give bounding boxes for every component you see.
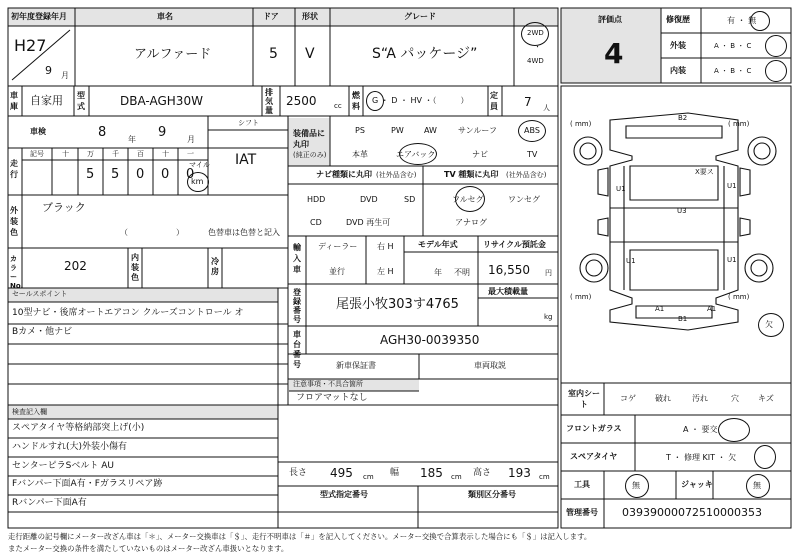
- interior-label: 内装: [670, 66, 686, 75]
- model-year-label: モデル年式: [418, 240, 458, 249]
- inspector-line: スペアタイヤ等格納部突上げ(小): [12, 423, 145, 433]
- equip-navi: ナビ: [472, 150, 488, 159]
- repair-label: 修復歴: [666, 15, 690, 24]
- displacement-label: 排気量: [265, 88, 273, 115]
- shape: V: [305, 46, 315, 62]
- registration-label: 登録番号: [293, 288, 301, 324]
- navi-dvd-play: DVD 再生可: [346, 218, 391, 227]
- class-no-label: 類別区分番号: [468, 490, 516, 499]
- mileage-digit: 5: [111, 167, 120, 182]
- tire-mm-bracket: ( mm): [570, 293, 592, 301]
- damage-mark: 欠: [765, 320, 773, 329]
- windshield-circle: [718, 418, 750, 442]
- fuel-label: 燃料: [352, 91, 360, 111]
- windshield-options: A ・ 要交: [683, 425, 718, 434]
- fuel-options: G ・ D ・ HV ・（ ）: [372, 96, 469, 105]
- spare-missing-circle: [754, 445, 776, 469]
- score-value: 4: [604, 37, 624, 70]
- import-left-h: 左 H: [377, 267, 394, 276]
- drive-dot: ・: [534, 43, 541, 51]
- spare-label: スペアタイヤ: [570, 452, 618, 461]
- door-label: ドア: [263, 12, 279, 21]
- navi-label-sub: (社外品含む): [376, 171, 417, 179]
- navi-sd: SD: [404, 195, 416, 204]
- inspector-label: 検査記入欄: [12, 408, 47, 416]
- tv-label-sub: (社外品含む): [506, 171, 547, 179]
- repair-options: 有 ・ 無: [727, 16, 757, 25]
- footer-note: 走行距離の記号欄にメーター改ざん車は「＊」、メーター交換車は「＄」、走行不明車は「＃」を記入してください。メーター交換で合算表示した場合にも「＄」は記入します。: [8, 532, 592, 541]
- jack-label: ジャッキ: [681, 480, 713, 489]
- width-label: 幅: [390, 468, 400, 478]
- equip-abs: ABS: [524, 126, 540, 135]
- chassis-number: AGH30-0039350: [380, 333, 480, 347]
- recycle-value: 16,550: [488, 263, 530, 277]
- tire-mm-bracket: ( mm): [728, 293, 750, 301]
- exterior-options: A ・ B ・ C: [714, 42, 752, 50]
- first-reg-label: 初年度登録年月: [11, 12, 67, 21]
- mileage-digit: 0: [136, 167, 145, 182]
- tv-fullseg: フルセグ: [452, 195, 484, 204]
- equipment-label: 装備品に丸印: [293, 129, 325, 149]
- inspector-line: Fバンパー下面A有・Fガラスリペア跡: [12, 479, 163, 489]
- model-year-unit: 年: [434, 268, 442, 277]
- damage-mark: B2: [678, 114, 688, 122]
- equip-airbag: エアバック: [396, 150, 436, 159]
- width-unit: cm: [451, 473, 462, 481]
- model-year-value: 不明: [454, 268, 470, 277]
- length-label: 長さ: [289, 468, 308, 478]
- model: DBA-AGH30W: [120, 94, 203, 108]
- type-no-label: 型式指定番号: [320, 490, 368, 499]
- tools-label: 工具: [574, 480, 590, 489]
- fuel-g-circle: [366, 91, 384, 111]
- exterior-c-circle: [765, 35, 787, 57]
- grade: S“A パッケージ”: [372, 46, 478, 62]
- mileage-digit: 5: [86, 167, 95, 182]
- mileage-unit-label: 万: [87, 150, 94, 158]
- shift: IAT: [235, 152, 257, 168]
- spare-options: T ・ 修理 KIT ・ 欠: [666, 453, 737, 462]
- abs-circle: [518, 120, 546, 142]
- color-value: ブラック: [42, 201, 86, 214]
- first-reg-month: 9: [45, 64, 52, 77]
- import-right-h: 右 H: [377, 242, 394, 251]
- mileage-unit-label: 十: [162, 150, 169, 158]
- car-name: アルファード: [134, 47, 212, 62]
- seat-option: キズ: [758, 394, 774, 403]
- interior-color-label: 内装色: [131, 253, 139, 282]
- interior-c-circle: [765, 60, 787, 82]
- import-label: 輸入車: [293, 243, 301, 274]
- equipment-label-sub: (純正のみ): [293, 151, 327, 159]
- capacity-label: 定員: [490, 91, 498, 111]
- manual-label: 車両取説: [474, 361, 506, 370]
- height-label: 高さ: [473, 468, 492, 478]
- tools-value: 無: [632, 481, 640, 490]
- damage-mark: U1: [616, 185, 626, 193]
- sales-point-line: Bカメ・他ナビ: [12, 327, 73, 337]
- seat-option: 破れ: [655, 394, 671, 403]
- km-label: km: [191, 177, 204, 186]
- mileage-unit-label: 十: [62, 150, 69, 158]
- tire-mm-bracket: ( mm): [728, 120, 750, 128]
- notes-value: フロアマットなし: [296, 393, 368, 403]
- tv-oneseg: ワンセグ: [508, 195, 540, 204]
- interior-seat-label: 室内シート: [568, 389, 600, 409]
- navi-cd: CD: [310, 218, 322, 227]
- damage-mark: B1: [678, 315, 688, 323]
- equip-leather: 本革: [352, 150, 368, 159]
- doors: 5: [269, 46, 278, 62]
- mgmt-label: 管理番号: [566, 508, 598, 517]
- footer-note: またメーター交換の条件を満たしていないものはメーター改ざん車扱いとなります。: [8, 544, 289, 553]
- color-paren: （ ）: [120, 228, 184, 237]
- mgmt-value: 03939000072510000353: [622, 506, 762, 519]
- mileage-unit-label: 一: [187, 150, 194, 158]
- ac-label: 冷房: [211, 257, 219, 276]
- chassis-label: 車台番号: [293, 330, 301, 369]
- damage-mark: U1: [727, 256, 737, 264]
- damage-mark: A1: [707, 305, 717, 313]
- capacity: 7: [524, 95, 532, 109]
- import-dealer: ディーラー: [318, 242, 358, 251]
- seat-option: 汚れ: [692, 394, 708, 403]
- length-unit: cm: [363, 473, 374, 481]
- capacity-unit: 人: [543, 104, 550, 112]
- tv-analog: アナログ: [455, 218, 487, 227]
- color-no-label: カラーNo.: [10, 255, 24, 290]
- notes-label: 注意事項・不具合箇所: [293, 380, 363, 388]
- car-name-label: 車名: [157, 12, 173, 21]
- grade-label: グレード: [404, 12, 436, 21]
- mileage-label: 走行: [10, 159, 18, 179]
- import-parallel: 並行: [329, 267, 345, 276]
- max-load-unit: kg: [544, 313, 553, 321]
- interior-options: A ・ B ・ C: [714, 67, 752, 75]
- sales-points-label: セールスポイント: [12, 290, 68, 298]
- color-label: 外装色: [10, 206, 18, 237]
- windshield-label: フロントガラス: [566, 424, 622, 433]
- tire-mm-bracket: ( mm): [570, 120, 592, 128]
- tools-none-circle: [625, 474, 649, 498]
- damage-mark: A1: [655, 305, 665, 313]
- mileage-symbol-label: 記号: [30, 150, 44, 158]
- airbag-circle: [399, 143, 437, 165]
- damage-mark: U1: [727, 182, 737, 190]
- mileage-unit-label: 百: [137, 150, 144, 158]
- equip-pw: PW: [391, 126, 404, 135]
- warranty-label: 新車保証書: [336, 361, 376, 370]
- width-value: 185: [420, 466, 443, 480]
- drive-4wd: 4WD: [527, 57, 544, 65]
- equip-ps: PS: [355, 126, 365, 135]
- shift-label: シフト: [238, 119, 259, 127]
- damage-mark: U3: [677, 207, 687, 215]
- recycle-label: リサイクル預託金: [483, 240, 546, 249]
- recycle-unit: 円: [545, 269, 552, 277]
- jack-none-circle: [746, 474, 770, 498]
- equip-sunroof: サンルーフ: [458, 126, 497, 135]
- height-value: 193: [508, 466, 531, 480]
- inspection-month: 9: [158, 125, 167, 140]
- color-no: 202: [64, 259, 87, 273]
- color-note: 色替車は色替と記入: [208, 228, 280, 237]
- tires: [574, 137, 776, 282]
- height-unit: cm: [539, 473, 550, 481]
- max-load-label: 最大積載量: [488, 287, 528, 296]
- drive-2wd: 2WD: [527, 29, 544, 37]
- inspection-year-unit: 年: [128, 135, 136, 144]
- mileage-digit: 0: [161, 167, 170, 182]
- seat-option: 穴: [731, 394, 739, 403]
- damage-mark: U1: [626, 257, 636, 265]
- inspector-line: ハンドルすれ(大)外装小傷有: [12, 442, 128, 452]
- score-label: 評価点: [598, 15, 622, 24]
- missing-circle: [758, 313, 784, 337]
- usage: 自家用: [30, 94, 63, 107]
- tv-label: TV 種類に丸印: [444, 170, 499, 179]
- jack-value: 無: [753, 481, 761, 490]
- mile-label: マイル: [189, 161, 210, 169]
- inspection-label: 車検: [30, 127, 46, 136]
- displacement: 2500: [286, 94, 317, 108]
- inspector-line: センターピラSベルト AU: [12, 461, 114, 471]
- first-reg-year: H27: [14, 36, 47, 55]
- seat-option: コゲ: [620, 394, 636, 403]
- km-circle: [187, 172, 209, 192]
- fullseg-circle: [455, 186, 485, 212]
- navi-dvd: DVD: [360, 195, 378, 204]
- inspector-line: Rバンパー下面A有: [12, 498, 87, 508]
- inspection-year: 8: [98, 125, 107, 140]
- equip-tv: TV: [527, 150, 538, 159]
- mileage-digit: 0: [186, 167, 195, 182]
- shape-label: 形状: [302, 12, 318, 21]
- first-reg-month-unit: 月: [61, 71, 69, 80]
- sales-point-line: 10型ナビ・後席オートエアコン クルーズコントロール オ: [12, 308, 244, 318]
- usage-label: 車庫: [10, 91, 18, 111]
- mileage-unit-label: 千: [112, 150, 119, 158]
- length-value: 495: [330, 466, 353, 480]
- damage-mark: X要ス: [695, 168, 714, 176]
- inspection-month-unit: 月: [187, 135, 195, 144]
- repair-none-circle: [750, 11, 770, 31]
- exterior-label: 外装: [670, 41, 686, 50]
- equip-aw: AW: [424, 126, 437, 135]
- model-label: 型式: [77, 91, 85, 111]
- registration-plate: 尾張小牧303す4765: [336, 297, 459, 312]
- displacement-unit: cc: [334, 102, 342, 110]
- navi-label: ナビ種類に丸印: [316, 170, 372, 179]
- navi-hdd: HDD: [307, 195, 326, 204]
